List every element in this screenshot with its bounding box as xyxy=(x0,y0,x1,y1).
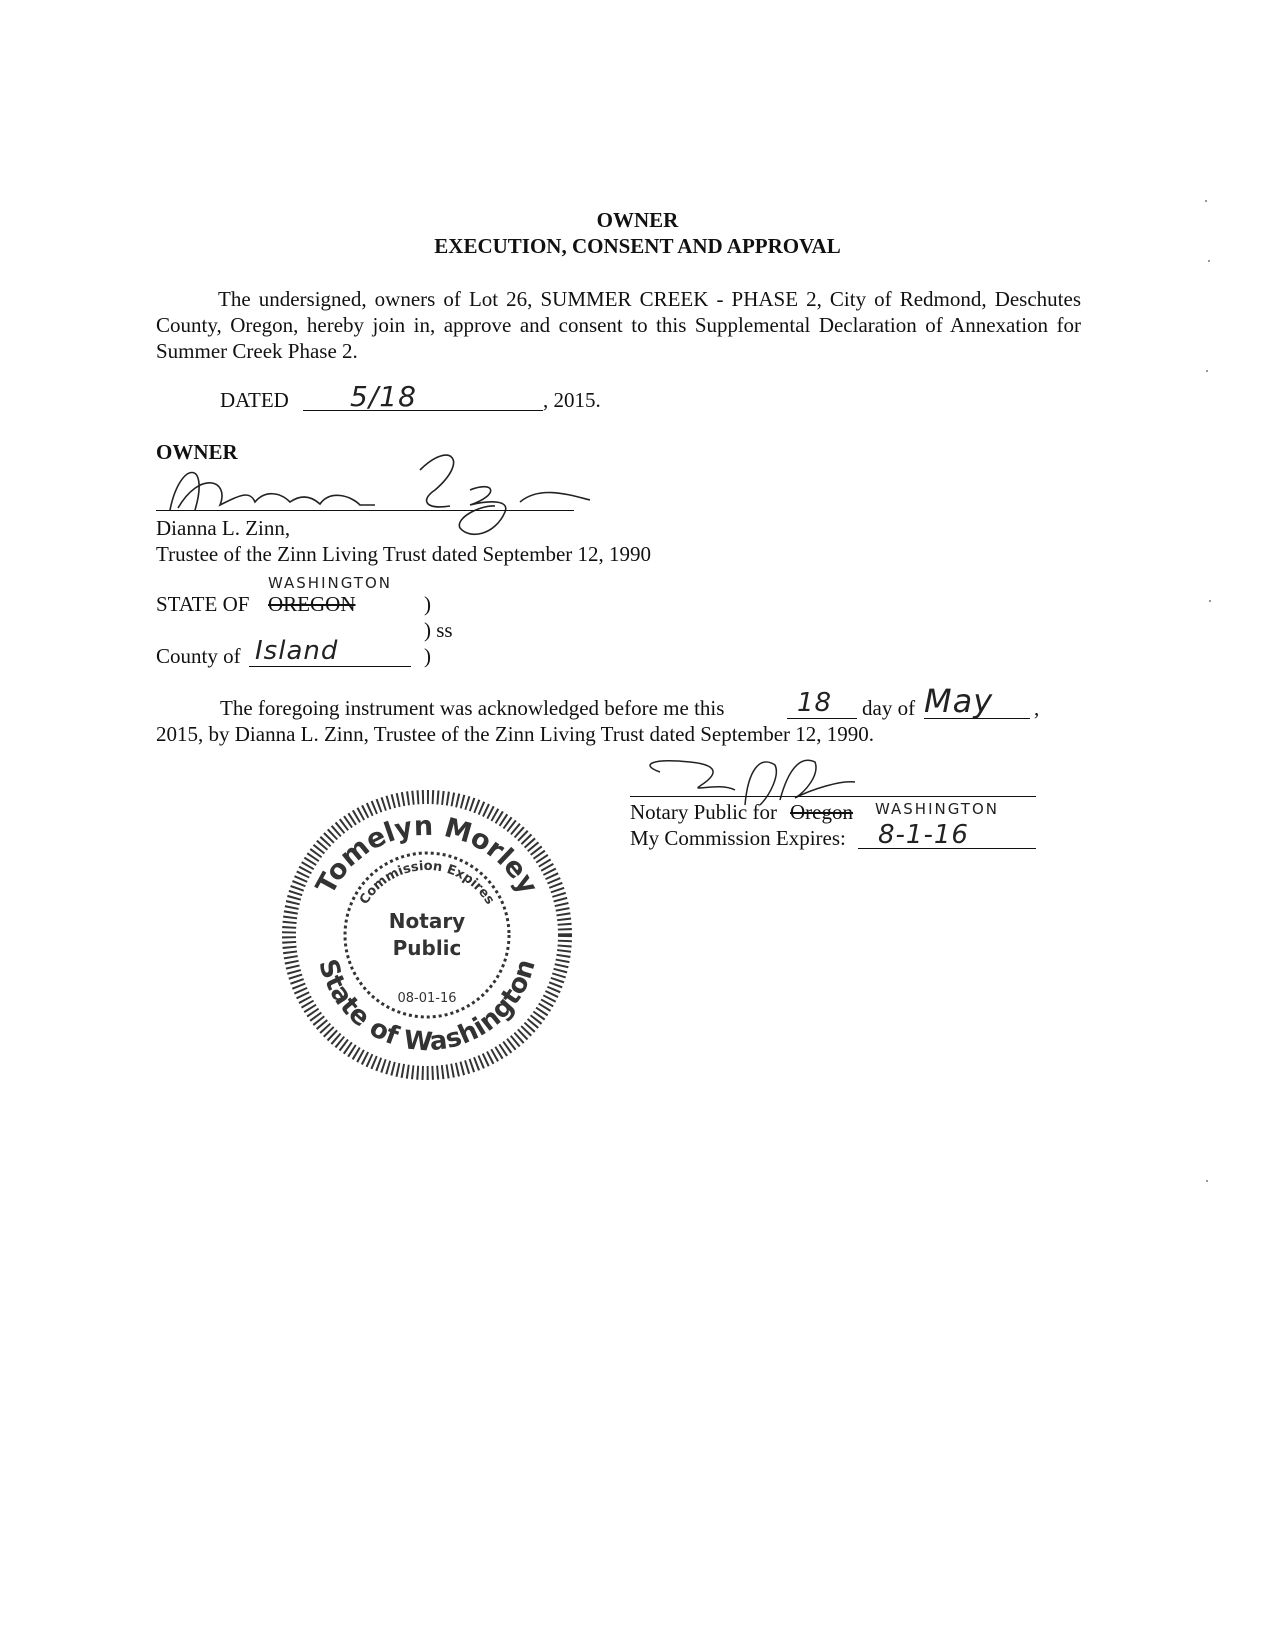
scan-speck xyxy=(1206,1180,1208,1182)
owner-signature-line xyxy=(156,510,574,511)
county-line xyxy=(249,666,411,667)
owner-heading: OWNER xyxy=(156,440,238,464)
signer-title: Trustee of the Zinn Living Trust dated September 12, 1990 xyxy=(156,542,652,566)
seal-inner-top-text: Commission Expires xyxy=(356,858,498,908)
dated-year: , 2015. xyxy=(543,388,601,412)
county-handwritten: Island xyxy=(255,636,339,666)
state-handwritten: WASHINGTON xyxy=(268,574,392,592)
notary-handwritten: WASHINGTON xyxy=(875,800,999,818)
seal-center-line1: Notary xyxy=(388,909,466,933)
signer-name: Dianna L. Zinn, xyxy=(156,516,291,540)
intro-paragraph: The undersigned, owners of Lot 26, SUMMER CREEK - PHASE 2, City of Redmond, Deschutes County, Oregon, hereby join in, approve and consent to this Supplemental Declaration of Annexation for Summer Creek Phase 2. xyxy=(156,287,1081,363)
ack-comma: , xyxy=(1034,696,1040,720)
dated-label: DATED xyxy=(220,388,289,412)
notary-signature-line xyxy=(630,796,1036,797)
scan-speck xyxy=(1209,600,1211,602)
seal-center-line2: Public xyxy=(392,936,462,960)
ss-label: ) ss xyxy=(424,618,453,642)
ack-day-handwritten: 18 xyxy=(797,688,833,718)
ack-text-line2: 2015, by Dianna L. Zinn, Trustee of the Zinn Living Trust dated September 12, 1990. xyxy=(156,722,875,746)
ack-day-line xyxy=(787,718,857,719)
county-label: County of xyxy=(156,644,241,668)
title-owner: OWNER xyxy=(596,208,679,232)
ack-month-handwritten: May xyxy=(924,682,994,720)
commission-label: My Commission Expires: xyxy=(630,826,846,850)
dated-handwritten: 5/18 xyxy=(350,380,417,413)
notary-seal xyxy=(282,790,572,1080)
state-label: STATE OF xyxy=(156,592,250,616)
county-paren: ) xyxy=(424,644,431,668)
commission-handwritten: 8-1-16 xyxy=(878,820,969,850)
dated-line xyxy=(303,410,543,411)
notary-struck: Oregon xyxy=(790,800,853,824)
scan-speck xyxy=(1205,200,1207,202)
seal-bottom-text: State of Washington xyxy=(312,955,542,1058)
scan-speck xyxy=(1206,370,1208,372)
state-struck: OREGON xyxy=(268,592,356,616)
ack-text-part2: day of xyxy=(862,696,916,720)
scan-speck xyxy=(1208,260,1210,262)
seal-top-text: Tomelyn Morley xyxy=(310,810,544,900)
ack-text-part1: The foregoing instrument was acknowledged before me this xyxy=(220,696,725,720)
notary-label: Notary Public for xyxy=(630,800,777,824)
seal-date: 08-01-16 xyxy=(397,991,457,1006)
state-paren: ) xyxy=(424,592,431,616)
title-execution: EXECUTION, CONSENT AND APPROVAL xyxy=(434,234,841,258)
